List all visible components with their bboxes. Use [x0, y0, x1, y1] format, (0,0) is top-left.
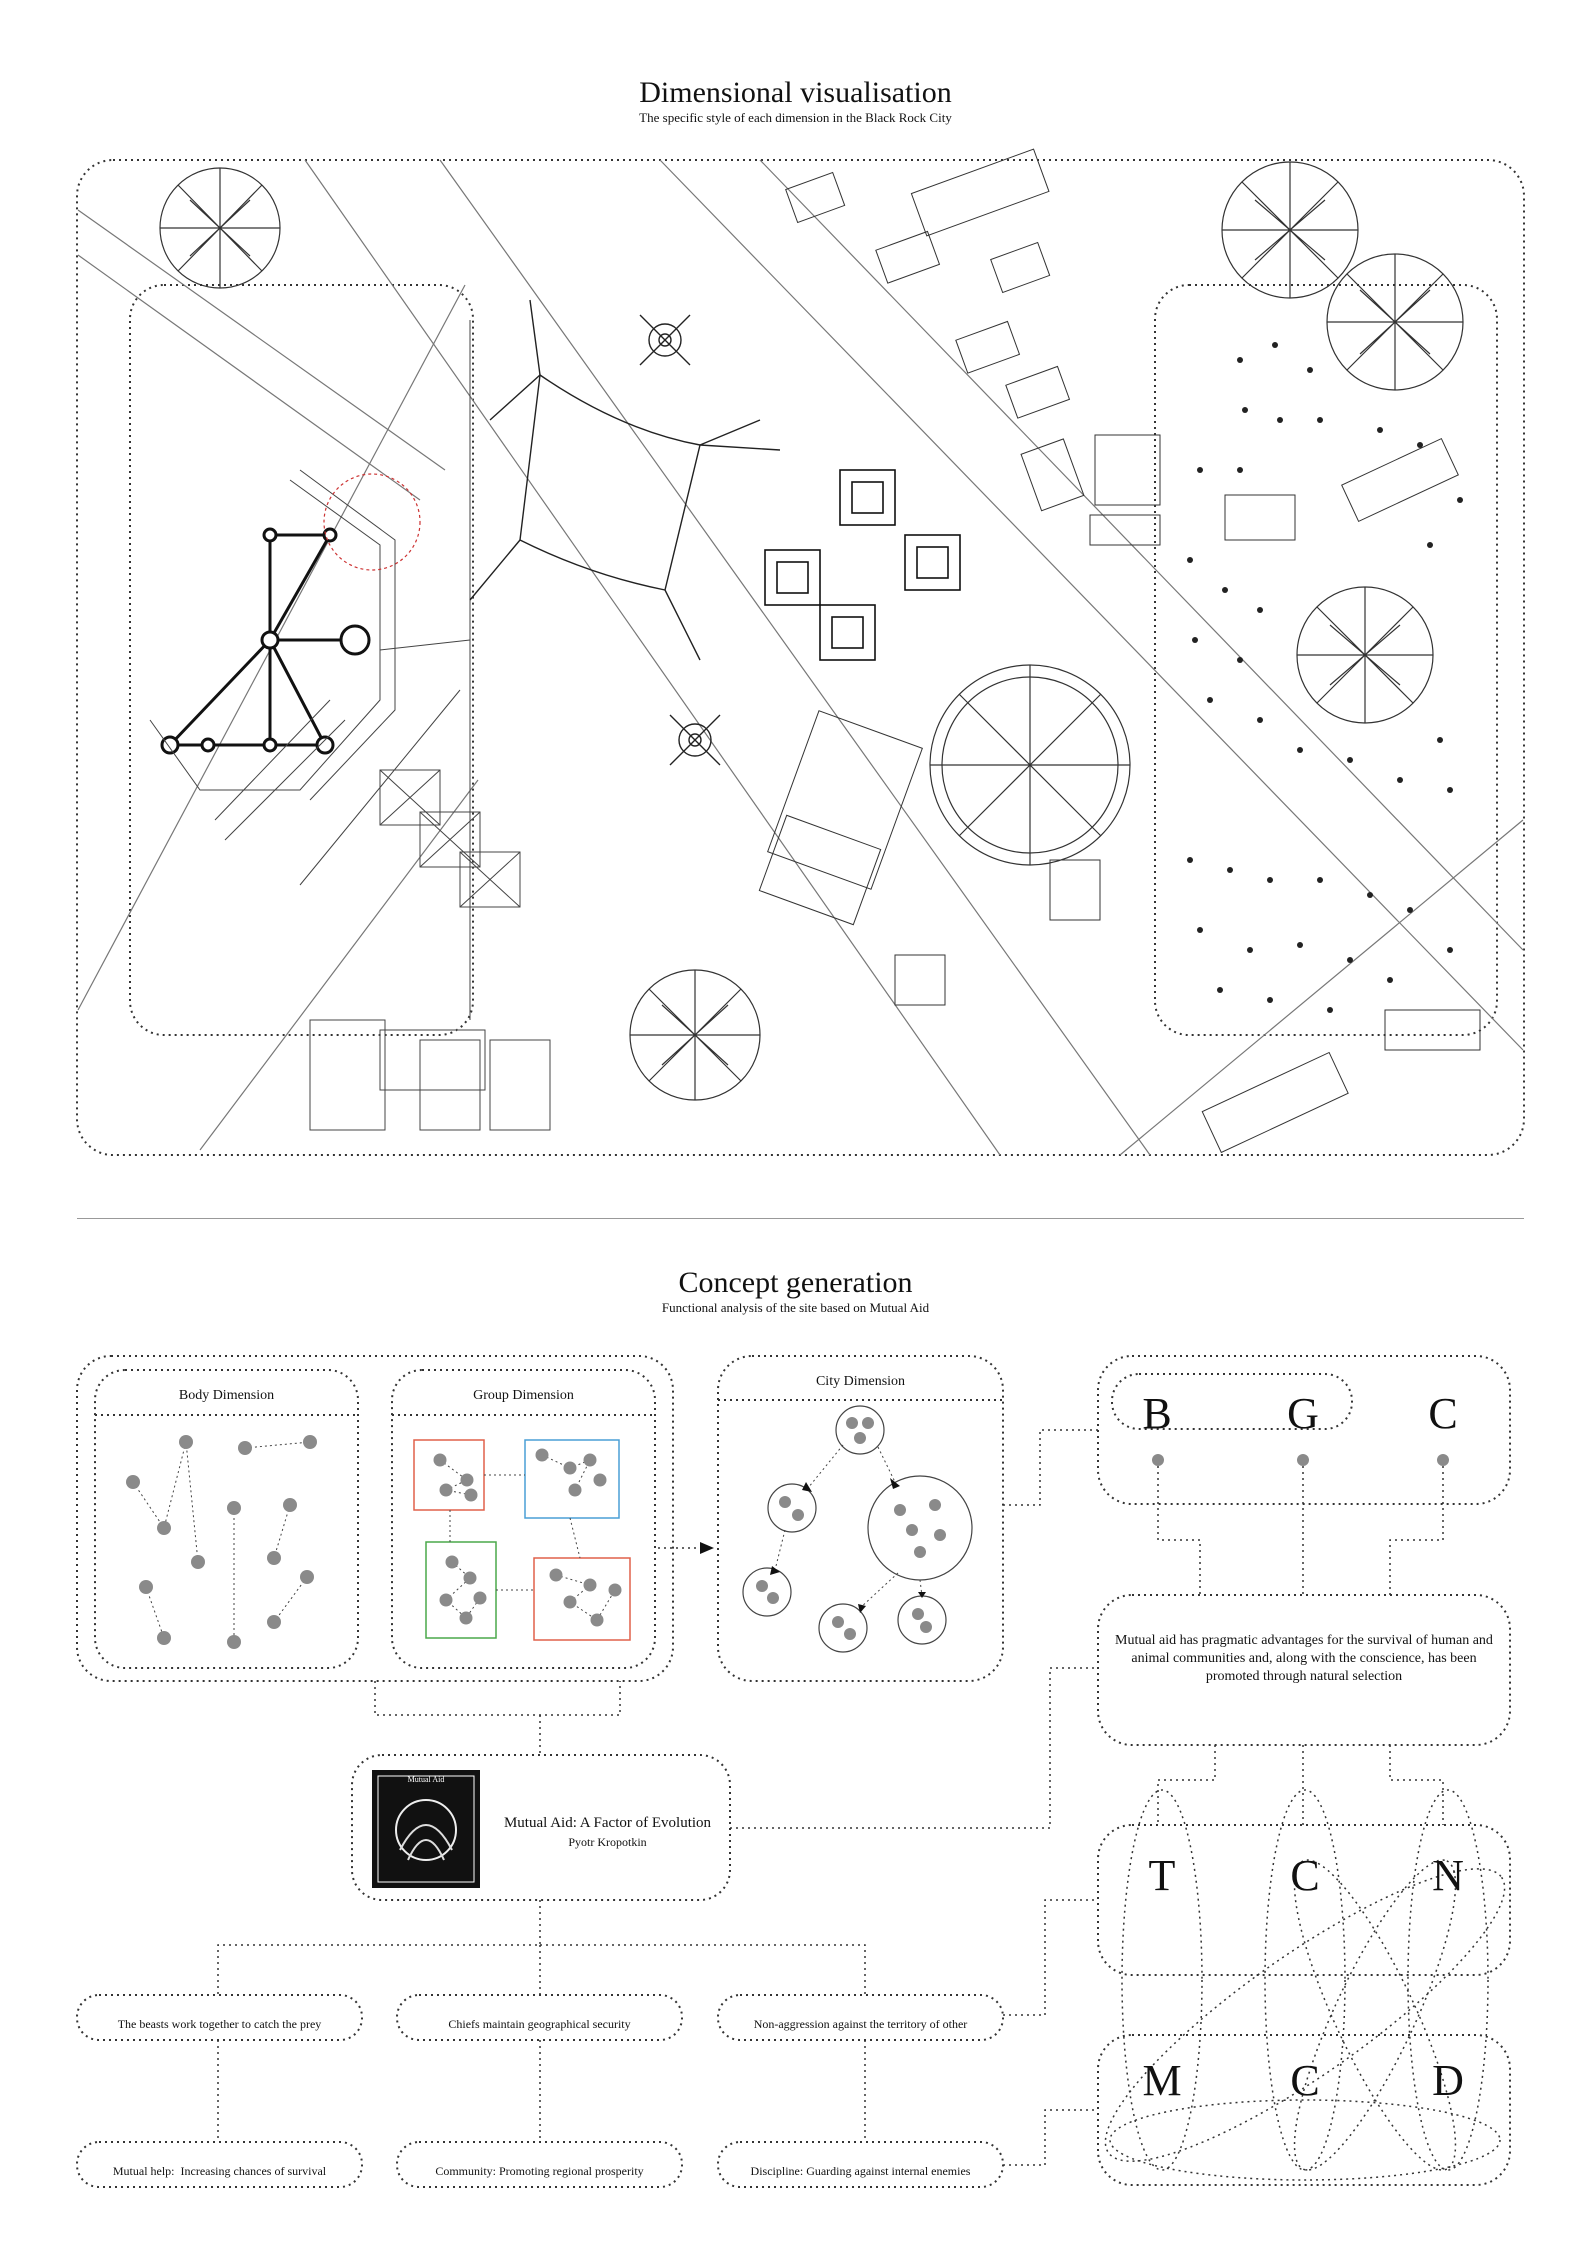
body-dimension-label: Body Dimension — [178, 1388, 275, 1403]
rule-chiefs: Chiefs maintain geographical security — [448, 2017, 631, 2031]
section-subtitle-concept: Functional analysis of the site based on Mutual Aid — [661, 1300, 930, 1315]
outcome-mutual-help: Mutual help: Increasing chances of survival — [112, 2164, 327, 2178]
section-title-concept: Concept generation — [678, 1266, 913, 1299]
concept-diagram — [0, 1330, 1591, 2230]
rule-beasts: The beasts work together to catch the prey — [117, 2017, 322, 2031]
section-divider — [77, 1218, 1524, 1219]
mutual-aid-statement: Mutual aid has pragmatic advantages for the survival of human and animal communities and, along with the conscience, has been promoted through natural selection — [1115, 1633, 1493, 1684]
rule-non-aggression: Non-aggression against the territory of other — [753, 2017, 968, 2031]
letter-c-top: C — [1428, 1389, 1458, 1438]
group-dimension-label: Group Dimension — [473, 1388, 574, 1403]
letter-b: B — [1142, 1389, 1172, 1438]
letter-d: D — [1432, 2056, 1464, 2105]
book-cover-title: Mutual Aid — [407, 1775, 445, 1784]
section-title-dimensional: Dimensional visualisation — [639, 76, 952, 109]
book-title: Mutual Aid: A Factor of Evolution — [503, 1815, 712, 1831]
letter-m: M — [1142, 2056, 1182, 2105]
book-author: Pyotr Kropotkin — [568, 1835, 647, 1849]
section-subtitle-dimensional: The specific style of each dimension in the Black Rock City — [639, 110, 952, 125]
letter-c-bot: C — [1290, 2056, 1320, 2105]
letter-g: G — [1287, 1389, 1319, 1438]
letter-c-mid: C — [1290, 1851, 1320, 1900]
outcome-discipline: Discipline: Guarding against internal enemies — [750, 2164, 971, 2178]
letter-n: N — [1432, 1851, 1464, 1900]
outcome-community: Community: Promoting regional prosperity — [435, 2164, 644, 2178]
city-dimension-label: City Dimension — [815, 1374, 906, 1389]
letter-t: T — [1148, 1851, 1176, 1900]
